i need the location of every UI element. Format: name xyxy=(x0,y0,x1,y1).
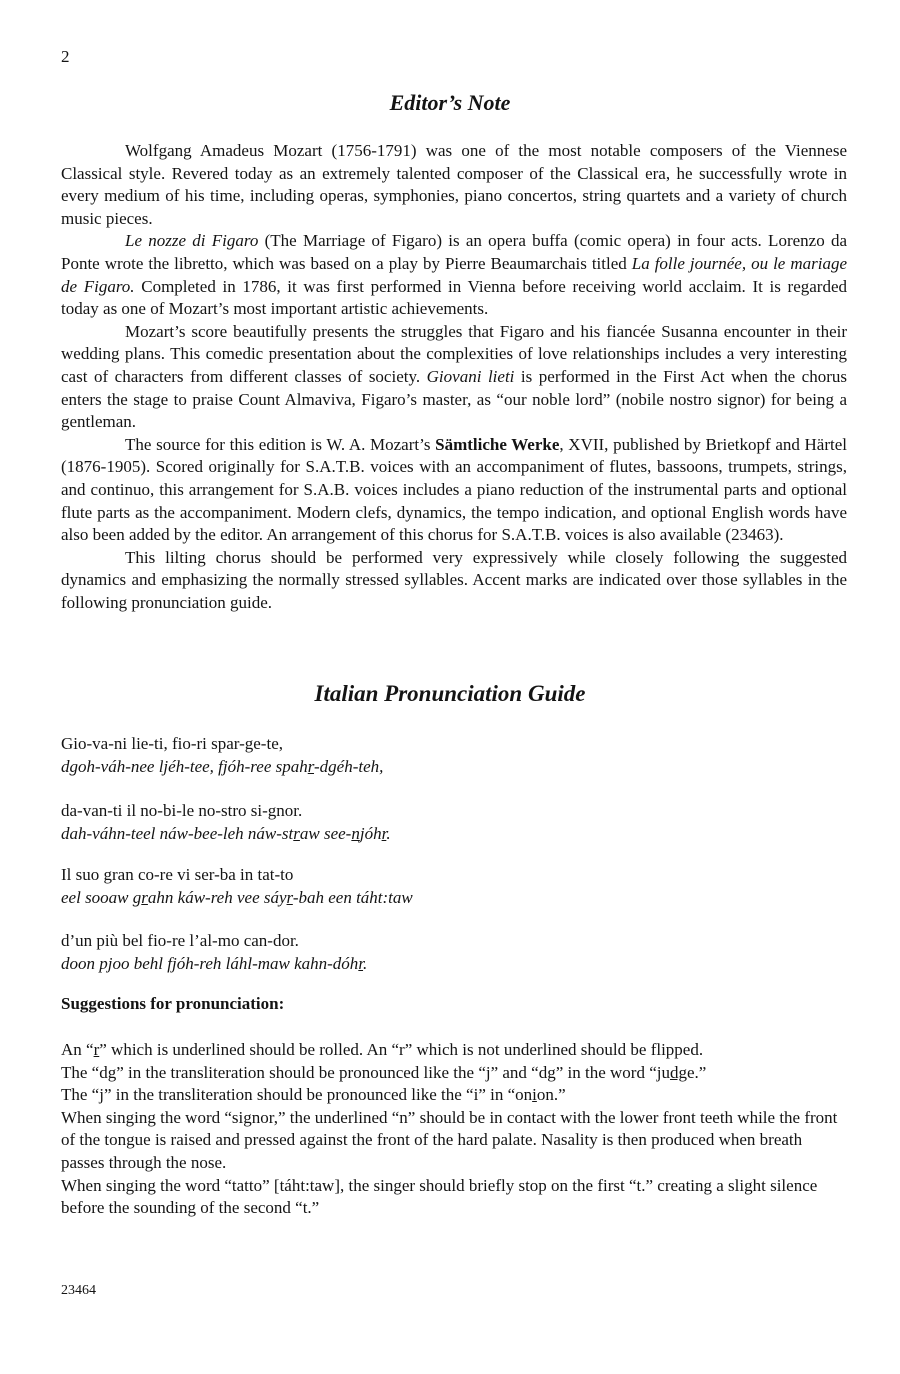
chorus-title: Giovani lieti xyxy=(426,366,515,386)
text-run: -dgéh-teh, xyxy=(314,756,384,776)
stanza-4 xyxy=(61,930,851,975)
text-run: on.” xyxy=(536,1085,566,1105)
suggestion-item xyxy=(61,1039,847,1062)
text-run: dah-váhn-teel náw-bee-leh náw-st xyxy=(61,823,294,843)
catalog-number: 23464 xyxy=(61,1283,96,1298)
editors-note-paragraph xyxy=(61,321,847,434)
text-run: dgoh-váh-nee ljéh-tee, fjóh-ree spah xyxy=(61,756,308,776)
nasal-n: n xyxy=(351,823,360,843)
rolled-r: r xyxy=(293,823,300,843)
rolled-r: r xyxy=(141,887,148,907)
text-run: jóh xyxy=(359,823,382,843)
text-run: doon pjoo behl fjóh-reh láhl-maw kahn-dóh xyxy=(61,953,359,973)
lyric-line: Gio-va-ni lie-ti, fio-ri spar-ge-te, xyxy=(61,734,283,753)
editors-note-body xyxy=(61,140,847,614)
rolled-r: r xyxy=(307,756,315,776)
text-run: e.” xyxy=(686,1062,707,1082)
suggestion-item: When singing the word “tatto” [táht:taw], the singer should briefly stop on the first “t.” creating a slight silence before the sounding of the second “t.” xyxy=(61,1175,818,1218)
lyric-line: d’un più bel fio-re l’al-mo can-dor. xyxy=(61,931,299,950)
suggestions-list xyxy=(61,1039,847,1220)
underlined-letters: dg xyxy=(669,1062,687,1082)
stanza-1 xyxy=(61,733,851,778)
text-run: (The Marriage of Figaro) is an opera buffa (comic opera) in four acts. Lorenzo da Ponte wrote the libretto, which was based on a play by Pierre Beaumarchais titled xyxy=(61,231,847,273)
editors-note-paragraph: This lilting chorus should be performed very expressively while closely following the suggested dynamics and emphasizing the normally stressed syllables. Accent marks are indicated over those syllables in the following pronunciation guide. xyxy=(61,547,847,612)
transliteration-line xyxy=(61,756,851,779)
underlined-letter: i xyxy=(532,1085,537,1105)
lyric-line: da-van-ti il no-bi-le no-stro si-gnor. xyxy=(61,801,303,820)
underlined-letter: j xyxy=(656,1062,662,1082)
editors-note-paragraph: Wolfgang Amadeus Mozart (1756-1791) was one of the most notable composers of the Viennese Classical style. Revered today as an extremely talented composer of the Classical era, he successfully wrote in every medium of his time, including operas, symphonies, piano concertos, string quartets and a variety of church music pieces. xyxy=(61,141,847,228)
suggestion-item xyxy=(61,1062,847,1085)
text-run: -bah een táht:taw xyxy=(292,887,413,907)
text-run: An “ xyxy=(61,1040,94,1059)
rolled-r: r xyxy=(286,887,293,907)
text-run: u xyxy=(661,1062,670,1082)
text-run: . xyxy=(363,953,368,973)
lyric-line: Il suo gran co-re vi ser-ba in tat-to xyxy=(61,865,294,884)
text-run: The “dg” in the transliteration should be pronounced like the “j” and “dg” in the word “ xyxy=(61,1062,657,1082)
stanza-2 xyxy=(61,800,851,845)
opera-title: Le nozze di Figaro xyxy=(125,231,259,251)
rolled-r: r xyxy=(93,1040,100,1059)
pronunciation-guide-title: Italian Pronunciation Guide xyxy=(314,681,586,706)
text-run: aw see- xyxy=(299,823,352,843)
text-run: ahn káw-reh vee sáy xyxy=(147,887,287,907)
stanza-3 xyxy=(61,864,851,909)
text-run: eel sooaw g xyxy=(61,887,142,907)
source-title: Sämtliche Werke xyxy=(435,434,560,454)
rolled-r: r xyxy=(358,953,364,973)
text-run: Mozart’s score beautifully presents the struggles that Figaro and his fiancée Susanna encounter in their wedding plans. This comedic presentation about the complexities of love relationships includes a very interesting cast of characters from different classes of society. xyxy=(61,321,847,386)
text-run: Completed in 1786, it was first performed in Vienna before receiving world acclaim. It is regarded today as one of Mozart’s most important artistic achievements. xyxy=(61,276,847,319)
text-run: , XVII, published by Brietkopf and Härtel (1876-1905). Scored originally for S.A.T.B. voices with an accompaniment of flutes, bassoons, trumpets, strings, and continuo, this arrangement for S.A.B. voices includes a piano reduction of the instrumental parts and optional flute parts as the accompaniment. Modern clefs, dynamics, the tempo indication, and optional English words have also been added by the editor. An arrangement of this chorus for S.A.T.B. voices is also available (23463). xyxy=(61,434,847,545)
text-run: The source for this edition is W. A. Mozart’s xyxy=(125,434,436,454)
play-title: La folle journée, ou le mariage de Figaro. xyxy=(61,253,848,296)
text-run: is performed in the First Act when the chorus enters the stage to praise Count Almaviva, Figaro’s master, as “our noble lord” (nobile nostro signor) for being a gentleman. xyxy=(61,366,848,432)
transliteration-line xyxy=(61,823,851,846)
text-run: ” which is underlined should be rolled. An “r” which is not underlined should be flipped. xyxy=(99,1040,704,1059)
suggestions-heading: Suggestions for pronunciation: xyxy=(61,994,285,1013)
editors-note-paragraph xyxy=(61,434,847,547)
editors-note-paragraph xyxy=(61,230,847,320)
rolled-r: r xyxy=(381,823,387,843)
page-number: 2 xyxy=(61,47,70,66)
suggestion-item xyxy=(61,1084,847,1107)
text-run: . xyxy=(386,823,391,843)
transliteration-line xyxy=(61,887,851,910)
suggestion-item: When singing the word “signor,” the underlined “n” should be in contact with the lower front teeth while the front of the tongue is raised and pressed against the front of the hard palate. Nasality is then produced when breath passes through the nose. xyxy=(61,1107,838,1172)
editors-note-title: Editor’s Note xyxy=(389,90,511,115)
transliteration-line xyxy=(61,953,851,976)
text-run: The “j” in the transliteration should be pronounced like the “i” in “on xyxy=(61,1085,533,1105)
